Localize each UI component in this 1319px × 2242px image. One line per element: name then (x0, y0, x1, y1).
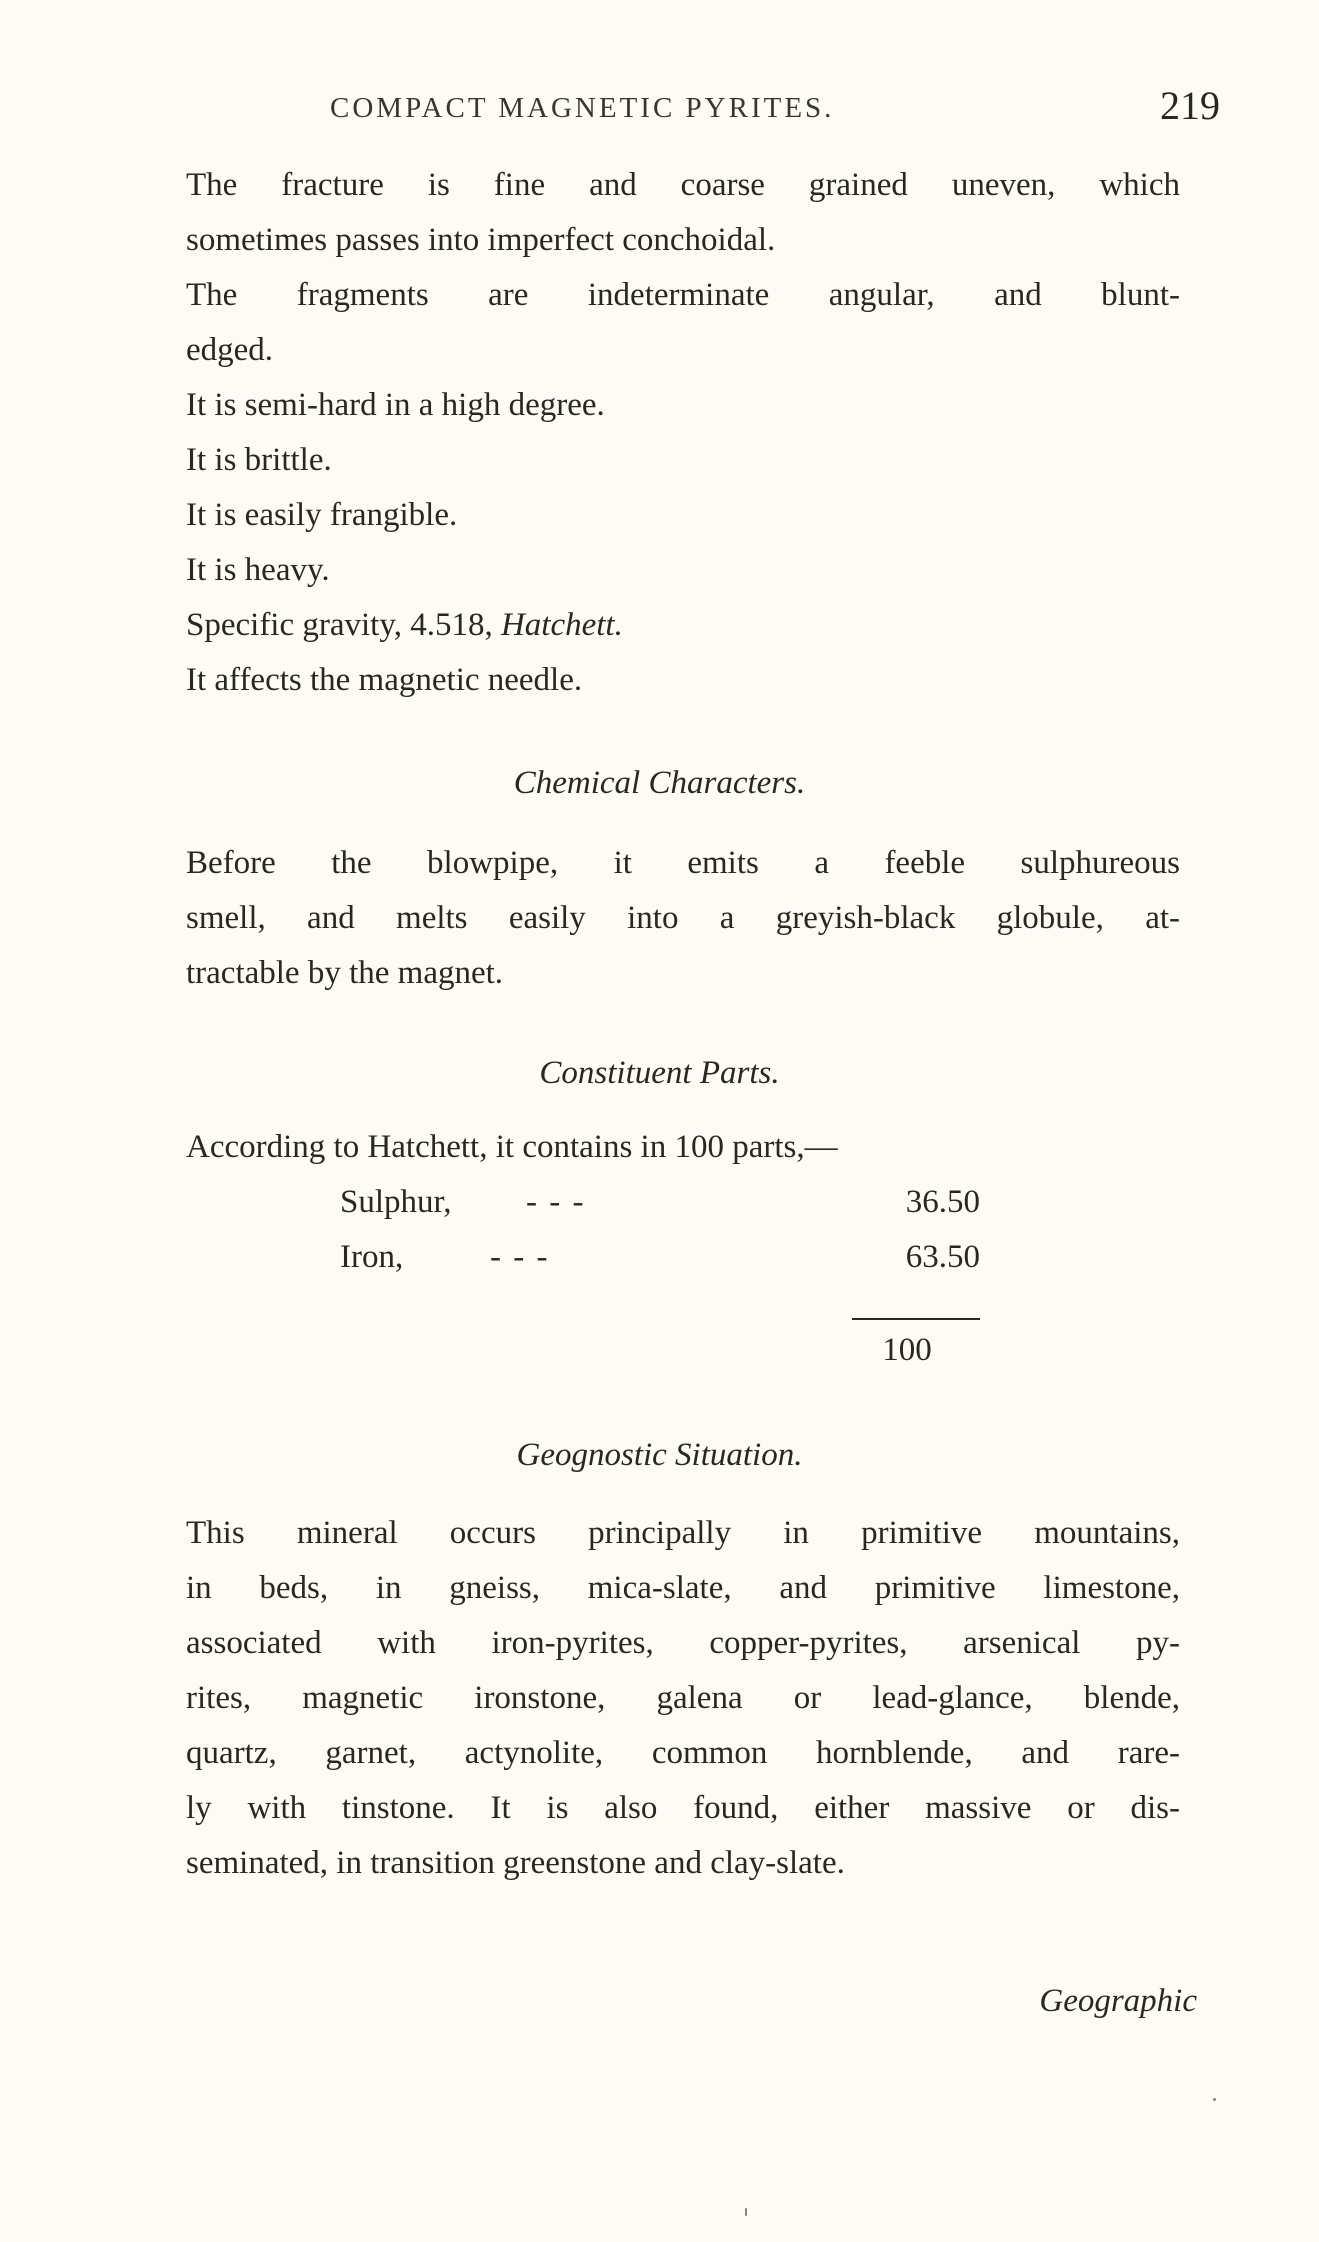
text-line: rites, magnetic ironstone, galena or lead-glance, blende, (186, 1680, 1180, 1716)
text-line: It is semi-hard in a high degree. (186, 387, 605, 423)
page-number: 219 (1160, 83, 1220, 128)
constituent-value: 63.50 (905, 1239, 980, 1275)
section-heading-geognostic: Geognostic Situation. (516, 1437, 803, 1473)
text-line: It is heavy. (186, 552, 330, 588)
specific-gravity-text: Specific gravity, 4.518, (186, 607, 501, 643)
section-heading-chemical: Chemical Characters. (513, 765, 806, 801)
constituent-intro: According to Hatchett, it contains in 100 parts,— (186, 1129, 838, 1165)
catchword: Geographic (1039, 1983, 1197, 2019)
text-line: It is easily frangible. (186, 497, 458, 533)
specific-gravity-author: Hatchett. (500, 607, 623, 643)
text-line: quartz, garnet, actynolite, common hornblende, and rare- (186, 1735, 1180, 1771)
constituent-row (340, 1237, 1000, 1277)
constituent-row (340, 1182, 1000, 1222)
constituent-name: Iron, (340, 1239, 404, 1275)
text-line: This mineral occurs principally in primitive mountains, (186, 1515, 1180, 1551)
constituent-name: Sulphur, (340, 1184, 452, 1220)
text-line: It is brittle. (186, 442, 332, 478)
text-line: The fracture is fine and coarse grained uneven, which (186, 167, 1180, 203)
constituent-value: 36.50 (905, 1184, 980, 1220)
text-line: tractable by the magnet. (186, 955, 504, 991)
text-line: in beds, in gneiss, mica-slate, and primitive limestone, (186, 1570, 1180, 1606)
text-line: The fragments are indeterminate angular, and blunt- (186, 277, 1180, 313)
running-title: COMPACT MAGNETIC PYRITES. (330, 92, 835, 124)
constituent-total: 100 (882, 1332, 932, 1368)
page-header (330, 82, 1220, 132)
specific-gravity-line (186, 605, 623, 645)
paper-speck (1213, 2098, 1216, 2101)
text-line: associated with iron-pyrites, copper-pyrites, arsenical py- (186, 1625, 1180, 1661)
sum-rule (852, 1318, 980, 1320)
text-line: sometimes passes into imperfect conchoidal. (186, 222, 776, 258)
text-line: It affects the magnetic needle. (186, 662, 583, 698)
constituent-leader: - - - (490, 1239, 550, 1275)
section-heading-constituent: Constituent Parts. (539, 1055, 780, 1091)
text-line: edged. (186, 332, 274, 368)
text-line: Before the blowpipe, it emits a feeble sulphureous (186, 845, 1180, 881)
text-line: ly with tinstone. It is also found, either massive or dis- (186, 1790, 1180, 1826)
constituent-leader: - - - (526, 1184, 586, 1220)
paper-speck (745, 2208, 747, 2216)
text-line: smell, and melts easily into a greyish-black globule, at- (186, 900, 1180, 936)
text-line: seminated, in transition greenstone and clay-slate. (186, 1845, 845, 1881)
